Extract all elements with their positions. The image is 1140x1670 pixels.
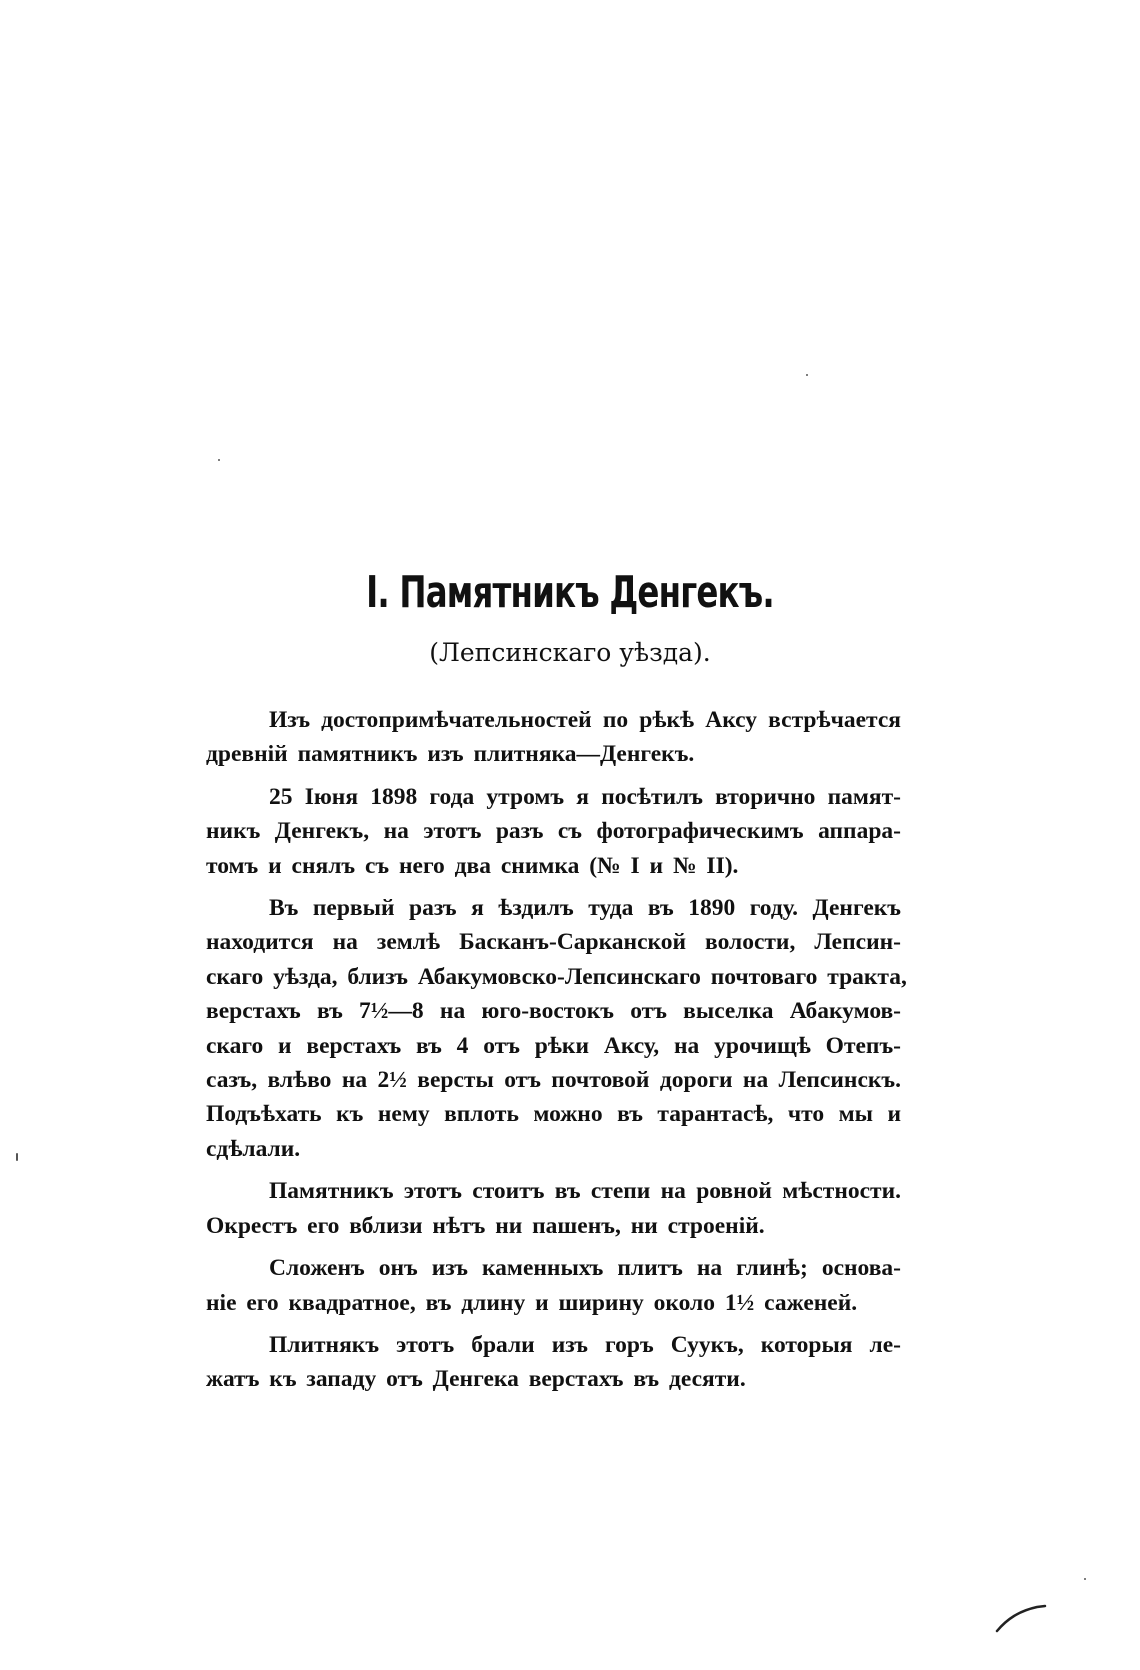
paragraph-1 [143, 703, 901, 772]
text-line: сазъ, влѣво на 2½ версты отъ почтовой дороги на Лепсинскъ. [206, 1067, 901, 1094]
text-line: Въ первый разъ я ѣздилъ туда въ 1890 году. Денгекъ [269, 895, 901, 922]
paragraph-4 [143, 1174, 901, 1243]
page-title: I. Памятникъ Денгекъ. [366, 567, 774, 618]
text-line: Памятникъ этотъ стоитъ въ степи на ровной мѣстности. [269, 1178, 901, 1205]
text-line: Плитнякъ этотъ брали изъ горъ Суукъ, которыя ле- [269, 1331, 901, 1358]
text-line: никъ Денгекъ, на этотъ разъ съ фотографическимъ аппара- [206, 818, 901, 845]
text-line: томъ и снялъ съ него два снимка (№ I и № II). [206, 852, 739, 879]
text-line: Окрестъ его вблизи нѣтъ ни пашенъ, ни строеній. [206, 1212, 765, 1239]
text-line: находится на землѣ Басканъ-Сарканской волости, Лепсин- [206, 929, 901, 956]
scan-speck [806, 374, 808, 376]
text-line: верстахъ въ 7½—8 на юго-востокъ отъ выселка Абакумов- [206, 998, 901, 1025]
scan-speck [16, 1153, 18, 1161]
pen-mark-icon [995, 1595, 1055, 1635]
text-line: Изъ достопримѣчательностей по рѣкѣ Аксу встрѣчается [269, 707, 901, 733]
page-subtitle: (Лепсинскаго уѣзда). [429, 638, 711, 667]
paragraph-2 [143, 780, 901, 883]
text-line: скаго и верстахъ въ 4 отъ рѣки Аксу, на урочищѣ Отепъ- [206, 1032, 901, 1059]
paragraph-3 [143, 891, 907, 1166]
text-line: скаго уѣзда, близъ Абакумовско-Лепсинскаго почтоваго тракта, [206, 963, 907, 990]
text-line: Подъѣхать къ нему вплоть можно въ тарантасѣ, что мы и [206, 1101, 901, 1128]
text-line: древній памятникъ изъ плитняка—Денгекъ. [206, 741, 695, 768]
text-line: Сложенъ онъ изъ каменныхъ плитъ на глинѣ; основа- [269, 1255, 901, 1282]
text-line: 25 Іюня 1898 года утромъ я посѣтилъ вторично памят- [269, 783, 901, 810]
scan-speck [218, 459, 220, 461]
text-line: жатъ къ западу отъ Денгека верстахъ въ десяти. [206, 1366, 746, 1393]
text-line: ніе его квадратное, въ длину и ширину около 1½ саженей. [206, 1289, 858, 1316]
body-text [143, 703, 907, 1405]
text-line: сдѣлали. [206, 1135, 301, 1162]
paragraph-6 [143, 1328, 901, 1397]
scan-speck [1084, 1578, 1086, 1580]
paragraph-5 [143, 1251, 901, 1320]
